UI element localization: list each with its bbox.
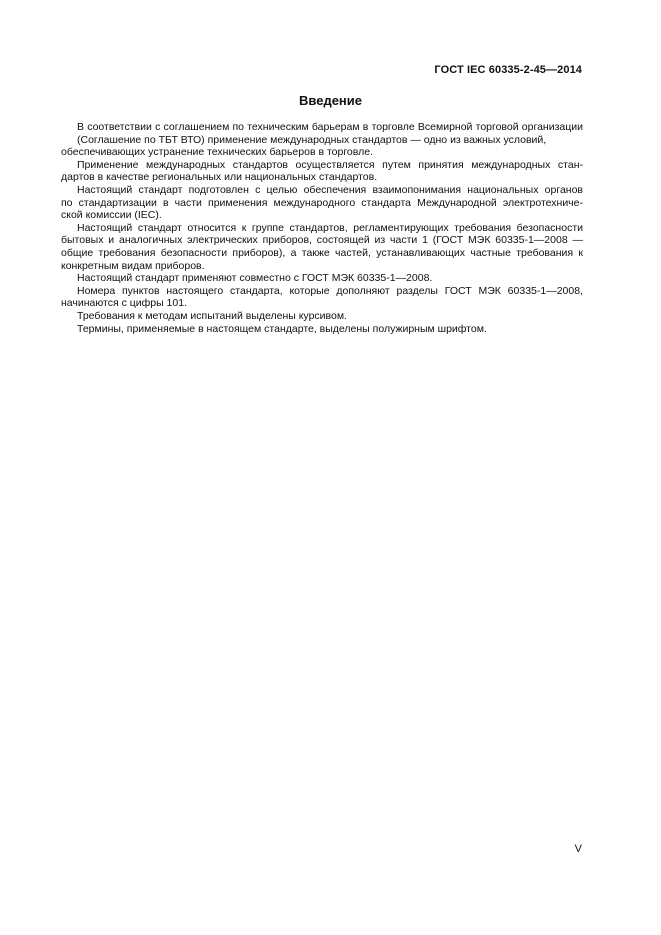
text-line: общие требования безопасности приборов), а также частей, устанавливающих частные требования к xyxy=(61,246,583,259)
paragraph xyxy=(61,184,583,222)
paragraph xyxy=(61,272,583,285)
text-line: Настоящий стандарт применяют совместно с ГОСТ МЭК 60335-1—2008. xyxy=(77,272,433,285)
text-line: Настоящий стандарт подготовлен с целью обеспечения взаимопонимания национальных органов xyxy=(77,183,583,196)
text-line: В соответствии с соглашением по техническим барьерам в торговле Всемирной торговой организации (Соглашение по ТБТ ВТО) применение международных стандартов — одно из важных условий, xyxy=(77,121,583,146)
paragraph xyxy=(61,285,583,310)
text-line: начинаются с цифры 101. xyxy=(61,297,187,310)
document-code: ГОСТ IEC 60335-2-45—2014 xyxy=(434,64,582,76)
text-line: обеспечивающих устранение технических барьеров в торговле. xyxy=(61,146,373,159)
text-line: Номера пунктов настоящего стандарта, которые дополняют разделы ГОСТ МЭК 60335-1—2008, xyxy=(77,284,583,297)
text-line: ской комиссии (IEC). xyxy=(61,209,162,222)
page-number: V xyxy=(574,843,582,855)
paragraph xyxy=(61,310,583,323)
text-line: дартов в качестве региональных или национальных стандартов. xyxy=(61,171,378,184)
paragraph xyxy=(61,323,583,336)
text-line: по стандартизации в части применения международного стандарта Международной электротехниче- xyxy=(61,196,583,209)
paragraph xyxy=(61,159,583,184)
text-line: конкретным видам приборов. xyxy=(61,259,205,272)
text-line: Применение международных стандартов осуществляется путем принятия международных стан- xyxy=(77,158,583,171)
text-line: бытовых и аналогичных электрических приборов, состоящей из части 1 (ГОСТ МЭК 60335-1—2008 — xyxy=(61,234,583,247)
section-title: Введение xyxy=(299,93,362,108)
paragraph xyxy=(61,222,583,272)
text-line: Настоящий стандарт относится к группе стандартов, регламентирующих требования безопасности xyxy=(77,221,583,234)
text-line: Термины, применяемые в настоящем стандарте, выделены полужирным шрифтом. xyxy=(77,322,487,335)
text-line: Требования к методам испытаний выделены курсивом. xyxy=(77,309,347,322)
paragraph xyxy=(61,121,583,159)
document-body xyxy=(61,121,583,335)
